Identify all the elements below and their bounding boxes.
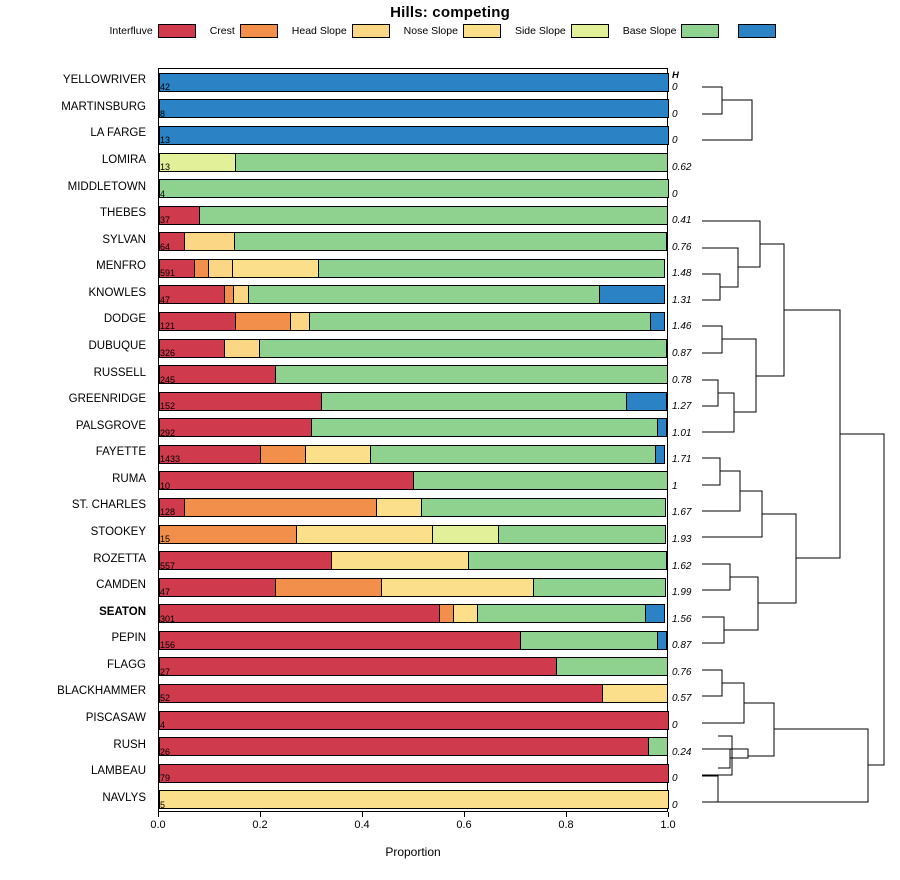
stacked-bar <box>159 126 669 145</box>
row-h-value: 0.24 <box>672 746 692 758</box>
category-label: FAYETTE <box>95 446 146 459</box>
row-h-value: 1.99 <box>672 587 692 599</box>
bar-segment <box>159 525 297 544</box>
row-n-value: 27 <box>160 666 171 677</box>
category-label: GREENRIDGE <box>68 393 146 406</box>
row-h-value: 0 <box>672 135 678 147</box>
bar-segment <box>224 339 260 358</box>
axis-tick <box>464 812 465 817</box>
stacked-bar <box>159 471 669 490</box>
row-n-value: 128 <box>160 507 176 518</box>
bar-segment <box>650 312 665 331</box>
legend-swatch <box>352 24 390 38</box>
bar-segment <box>655 445 665 464</box>
bar-segment <box>468 551 667 570</box>
row-h-value: 0 <box>672 799 678 811</box>
axis-tick <box>158 812 159 817</box>
stacked-bar <box>159 312 669 331</box>
row-n-value: 4 <box>160 188 166 199</box>
bar-segment <box>159 578 276 597</box>
bar-segment <box>296 525 434 544</box>
category-label: SEATON <box>99 605 146 618</box>
stacked-bar <box>159 657 669 676</box>
bar-segment <box>520 631 658 650</box>
row-h-value: 1.01 <box>672 427 692 439</box>
row-h-value: 1.67 <box>672 507 692 519</box>
legend-entry <box>210 24 278 38</box>
bar-segment <box>159 365 276 384</box>
row-n-value: 79 <box>160 773 171 784</box>
row-n-value: 152 <box>160 401 176 412</box>
bar-segment <box>234 232 668 251</box>
row-n-value: 37 <box>160 215 171 226</box>
stacked-bar <box>159 206 669 225</box>
bar-segment <box>199 206 668 225</box>
bar-segment <box>599 285 665 304</box>
category-label: DUBUQUE <box>88 340 146 352</box>
bar-segment <box>413 471 668 490</box>
row-h-value: 1 <box>672 480 678 492</box>
legend-label: Head Slope <box>291 25 347 37</box>
plot-panel <box>158 68 668 812</box>
row-h-value: 0.87 <box>672 640 692 652</box>
legend-label: Base Slope <box>622 25 677 37</box>
category-label: STOOKEY <box>90 526 146 538</box>
category-axis-labels <box>0 68 152 812</box>
bar-segment <box>432 525 498 544</box>
legend-entry <box>292 24 390 38</box>
row-n-value: 42 <box>160 82 171 93</box>
category-label: LOMIRA <box>101 154 146 166</box>
row-h-value: 0 <box>672 108 678 120</box>
legend-swatch <box>738 24 776 38</box>
row-h-value: 0.78 <box>672 374 692 386</box>
bar-segment <box>159 551 332 570</box>
row-n-value: 292 <box>160 427 176 438</box>
bar-segment <box>159 684 603 703</box>
bar-segment <box>184 498 378 517</box>
category-label: LA FARGE <box>90 127 146 140</box>
row-n-value: 5 <box>160 799 166 810</box>
bar-segment <box>376 498 422 517</box>
row-h-value: 0 <box>672 188 678 200</box>
legend-swatch <box>681 24 719 38</box>
row-n-value: 47 <box>160 294 171 305</box>
stacked-bar <box>159 578 669 597</box>
row-h-value: 1.27 <box>672 401 692 413</box>
row-h-value: 0.87 <box>672 348 692 359</box>
axis-tick-label: 0.8 <box>558 819 574 831</box>
legend-swatch <box>158 24 196 38</box>
stacked-bar <box>159 631 669 650</box>
bar-segment <box>275 578 382 597</box>
axis-tick-label: 1.0 <box>660 819 676 831</box>
bar-segment <box>657 418 667 437</box>
stacked-bar <box>159 418 669 437</box>
stacked-bar <box>159 73 669 92</box>
category-label: RUSH <box>113 738 146 751</box>
row-n-value: 4 <box>160 720 166 730</box>
row-n-value: 13 <box>160 135 171 146</box>
stacked-bar <box>159 259 669 278</box>
bar-segment <box>645 604 665 623</box>
axis-tick-label: 0.6 <box>456 819 472 831</box>
legend-label: Side Slope <box>514 25 566 37</box>
stacked-bar <box>159 392 669 411</box>
bar-segment <box>648 737 668 756</box>
bar-segment <box>556 657 668 676</box>
dendrogram-svg <box>700 68 898 812</box>
bar-segment <box>321 392 627 411</box>
legend-label: Interfluve <box>109 25 153 37</box>
category-label: RUSSELL <box>93 366 146 379</box>
x-axis-title: Proportion <box>385 845 441 859</box>
bar-segment <box>159 471 414 490</box>
category-label: FLAGG <box>107 658 146 671</box>
bar-segment <box>159 657 557 676</box>
row-h-value: 1.46 <box>672 321 692 333</box>
dendrogram <box>700 68 898 812</box>
row-n-value: 591 <box>160 268 176 279</box>
axis-tick-label: 0.0 <box>150 819 166 831</box>
stacked-bar <box>159 445 669 464</box>
stacked-bar <box>159 153 669 172</box>
bar-segment <box>159 711 669 730</box>
bar-segment <box>159 392 322 411</box>
legend-entry <box>733 24 776 38</box>
bar-segment <box>259 339 667 358</box>
category-label: THEBES <box>99 207 146 220</box>
stacked-bar <box>159 99 669 118</box>
row-n-value: 326 <box>160 348 176 358</box>
legend-entry <box>404 24 501 38</box>
stacked-bar <box>159 179 669 198</box>
row-h-value: 0 <box>672 82 678 94</box>
bar-segment <box>498 525 666 544</box>
row-n-value: 13 <box>160 162 171 172</box>
category-label: MARTINSBURG <box>61 100 146 113</box>
category-label: RUMA <box>112 472 146 485</box>
bar-segment <box>421 498 666 517</box>
axis-tick <box>362 812 363 817</box>
category-label: NAVLYS <box>102 791 146 804</box>
bar-segment <box>311 418 658 437</box>
legend-swatch <box>240 24 278 38</box>
row-n-value: 1433 <box>160 454 181 465</box>
category-label: PALSGROVE <box>75 419 146 432</box>
row-n-value: 156 <box>160 640 176 651</box>
stacked-bar <box>159 737 669 756</box>
column-header-h: H <box>672 70 679 81</box>
bar-segment <box>184 232 235 251</box>
bar-segment <box>159 153 236 172</box>
row-n-value: 10 <box>160 480 171 491</box>
category-label: YELLOWRIVER <box>62 74 146 87</box>
legend-swatch <box>571 24 609 38</box>
category-label: ST. CHARLES <box>71 499 146 512</box>
bar-segment <box>331 551 469 570</box>
bar-segment <box>260 445 306 464</box>
bar-segment <box>159 418 312 437</box>
legend-label: Nose Slope <box>403 25 458 37</box>
row-n-value: 245 <box>160 374 176 385</box>
x-axis <box>150 812 676 831</box>
stacked-bar <box>159 764 669 783</box>
legend-swatch <box>463 24 501 38</box>
bar-segment <box>305 445 371 464</box>
bar-segment <box>248 285 600 304</box>
row-h-value: 0.62 <box>672 162 692 173</box>
row-n-value: 301 <box>160 613 176 624</box>
bar-segment <box>159 790 669 809</box>
row-h-value: 0 <box>672 720 678 731</box>
row-n-value: 64 <box>160 241 171 252</box>
axis-tick <box>668 812 669 817</box>
axis-tick-label: 0.4 <box>354 819 370 831</box>
category-label: DODGE <box>103 313 146 326</box>
row-h-value: 0.57 <box>672 693 692 705</box>
bar-segment <box>370 445 656 464</box>
row-n-value: 26 <box>160 746 171 757</box>
bar-segment <box>439 604 454 623</box>
row-h-value: 0.41 <box>672 215 692 227</box>
bar-segment <box>159 604 440 623</box>
row-h-value: 1.93 <box>672 534 692 545</box>
legend-entry <box>515 24 609 38</box>
row-n-value: 52 <box>160 693 171 704</box>
bar-segment <box>318 259 665 278</box>
bar-segment <box>657 631 667 650</box>
category-label: LAMBEAU <box>91 765 146 778</box>
stacked-bar <box>159 551 669 570</box>
row-h-value: 1.48 <box>672 268 692 280</box>
category-label: BLACKHAMMER <box>57 685 146 698</box>
row-h-value: 1.62 <box>672 560 692 572</box>
bar-segment <box>275 365 668 384</box>
category-label: KNOWLES <box>88 286 146 299</box>
axis-tick <box>566 812 567 817</box>
axis-tick-label: 0.2 <box>252 819 268 831</box>
category-label: MENFRO <box>96 260 146 273</box>
stacked-bar <box>159 285 669 304</box>
category-label: PISCASAW <box>85 712 146 724</box>
bar-segment <box>381 578 534 597</box>
stacked-bar <box>159 684 669 703</box>
bar-segment <box>159 764 669 783</box>
stacked-bar <box>159 711 669 730</box>
bar-segment <box>235 153 669 172</box>
row-n-value: 47 <box>160 587 171 598</box>
row-h-value: 0 <box>672 773 678 785</box>
bar-segment <box>208 259 234 278</box>
legend-entry <box>623 24 720 38</box>
category-label: ROZETTA <box>93 552 146 565</box>
stacked-bar <box>159 498 669 517</box>
stacked-bar <box>159 604 669 623</box>
bar-segment <box>194 259 209 278</box>
row-n-value: 15 <box>160 534 171 544</box>
bar-segment <box>159 126 669 145</box>
category-label: SYLVAN <box>102 233 146 246</box>
row-h-value: 1.56 <box>672 613 692 625</box>
bar-segment <box>290 312 310 331</box>
stacked-bar <box>159 790 669 809</box>
stacked-bar <box>159 365 669 384</box>
bar-segment <box>309 312 651 331</box>
bar-segment <box>159 73 669 92</box>
bar-segment <box>602 684 668 703</box>
stacked-bar <box>159 525 669 544</box>
bar-segment <box>159 99 669 118</box>
category-label: MIDDLETOWN <box>67 180 146 193</box>
bar-segment <box>235 312 291 331</box>
bar-segment <box>159 179 669 198</box>
legend <box>0 24 900 38</box>
row-h-value: 1.31 <box>672 294 692 306</box>
axis-tick <box>260 812 261 817</box>
legend-label: Crest <box>209 25 235 37</box>
bar-segment <box>626 392 667 411</box>
bar-segment <box>159 737 649 756</box>
bar-segment <box>159 631 521 650</box>
bar-segment <box>477 604 645 623</box>
row-h-value: 0.76 <box>672 666 692 678</box>
row-h-value: 0.76 <box>672 241 692 253</box>
row-n-value: 121 <box>160 321 176 332</box>
category-label: PEPIN <box>111 632 146 645</box>
row-n-value: 557 <box>160 560 176 571</box>
bar-segment <box>533 578 666 597</box>
page-title: Hills: competing <box>390 4 510 21</box>
category-label: CAMDEN <box>96 579 146 592</box>
legend-entry <box>110 24 196 38</box>
row-h-value: 1.71 <box>672 454 692 466</box>
bar-segment <box>233 285 248 304</box>
row-n-value: 8 <box>160 108 166 119</box>
bar-segment <box>453 604 479 623</box>
stacked-bar <box>159 339 669 358</box>
bar-segment <box>232 259 319 278</box>
stacked-bar <box>159 232 669 251</box>
